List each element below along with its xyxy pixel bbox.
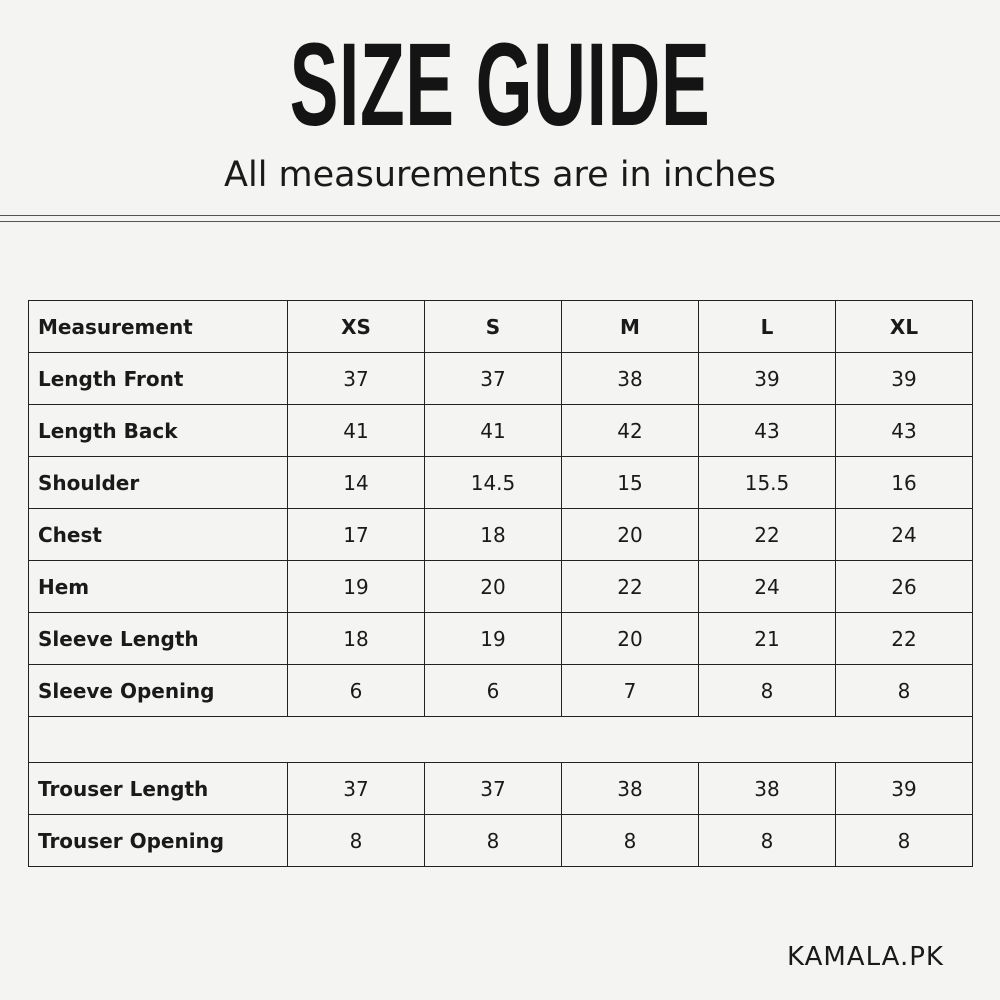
table-cell: 22 [699,509,836,561]
table-cell: 7 [562,665,699,717]
column-header-measurement: Measurement [29,301,288,353]
column-header-xs: XS [288,301,425,353]
table-cell: 38 [562,763,699,815]
table-cell: 8 [562,815,699,867]
table-cell: 24 [836,509,973,561]
table-cell: 15.5 [699,457,836,509]
spacer-row [29,717,973,763]
table-cell: 37 [288,353,425,405]
table-cell: 21 [699,613,836,665]
table-cell: 16 [836,457,973,509]
table-cell: 43 [836,405,973,457]
table-cell: 37 [288,763,425,815]
row-label: Shoulder [29,457,288,509]
table-row [29,457,973,509]
table-cell: 26 [836,561,973,613]
table-cell: 8 [425,815,562,867]
divider-line [0,221,1000,222]
table-cell: 14 [288,457,425,509]
table-row [29,509,973,561]
table-row [29,665,973,717]
table-cell: 6 [288,665,425,717]
table-cell: 38 [562,353,699,405]
table-cell: 6 [425,665,562,717]
table-row [29,815,973,867]
table-cell: 42 [562,405,699,457]
table-row [29,561,973,613]
column-header-l: L [699,301,836,353]
table-cell: 41 [288,405,425,457]
table-cell: 8 [836,815,973,867]
table-cell: 43 [699,405,836,457]
table-header-row [29,301,973,353]
column-header-xl: XL [836,301,973,353]
table-row [29,353,973,405]
row-label: Length Back [29,405,288,457]
row-label: Sleeve Opening [29,665,288,717]
table-row [29,763,973,815]
table-cell: 14.5 [425,457,562,509]
table-cell: 19 [425,613,562,665]
table-cell: 8 [699,815,836,867]
spacer-cell [29,717,973,763]
table-cell: 8 [288,815,425,867]
table-cell: 37 [425,763,562,815]
table-row [29,613,973,665]
column-header-s: S [425,301,562,353]
table-cell: 17 [288,509,425,561]
table-cell: 24 [699,561,836,613]
table-cell: 18 [425,509,562,561]
row-label: Trouser Opening [29,815,288,867]
table-cell: 8 [699,665,836,717]
table-cell: 19 [288,561,425,613]
table-cell: 39 [836,353,973,405]
page-title: SIZE GUIDE [289,19,711,151]
row-label: Chest [29,509,288,561]
row-label: Hem [29,561,288,613]
table-cell: 37 [425,353,562,405]
table-cell: 20 [425,561,562,613]
row-label: Trouser Length [29,763,288,815]
table-cell: 18 [288,613,425,665]
column-header-m: M [562,301,699,353]
table-cell: 8 [836,665,973,717]
table-cell: 22 [562,561,699,613]
row-label: Length Front [29,353,288,405]
table-cell: 20 [562,613,699,665]
page-subtitle: All measurements are in inches [224,155,776,195]
table-cell: 20 [562,509,699,561]
table-cell: 39 [836,763,973,815]
table-cell: 41 [425,405,562,457]
brand-label: KAMALA.PK [786,942,944,972]
table-row [29,405,973,457]
table-cell: 39 [699,353,836,405]
row-label: Sleeve Length [29,613,288,665]
divider-line [0,215,1000,216]
size-table [28,300,973,867]
table-cell: 15 [562,457,699,509]
table-cell: 22 [836,613,973,665]
table-cell: 38 [699,763,836,815]
